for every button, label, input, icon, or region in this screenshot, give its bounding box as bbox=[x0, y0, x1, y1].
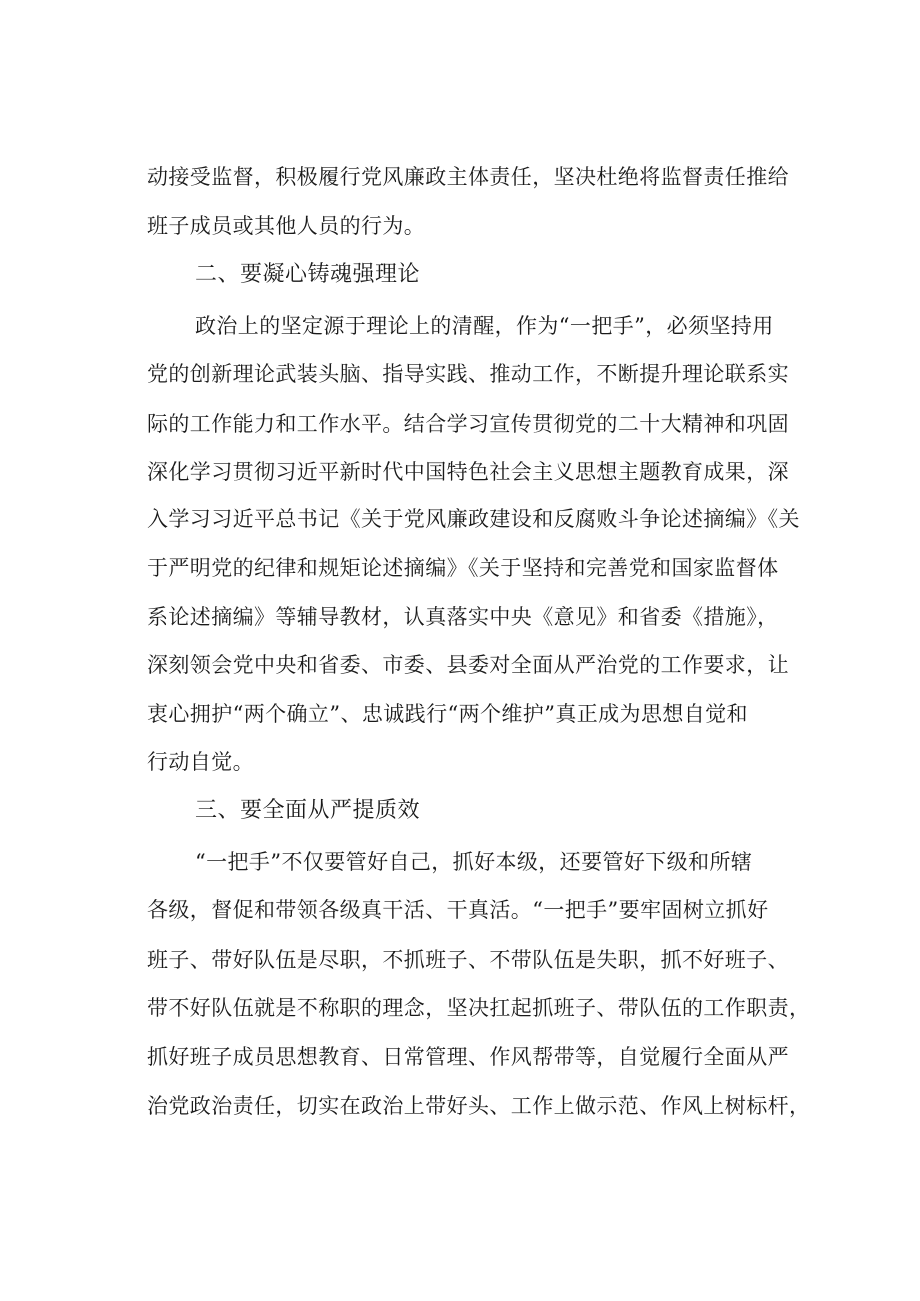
paragraph-line: 抓好班子成员思想教育、日常管理、作风帮带等，自觉履行全面从严 bbox=[147, 1045, 789, 1069]
paragraph-line: 深刻领会党中央和省委、市委、县委对全面从严治党的工作要求，让 bbox=[147, 653, 789, 677]
section-heading-3: 三、要全面从严提质效 bbox=[195, 798, 421, 823]
paragraph-line: 系论述摘编》等辅导教材，认真落实中央《意见》和省委《措施》， bbox=[147, 605, 779, 629]
paragraph-line: 深化学习贯彻习近平新时代中国特色社会主义思想主题教育成果，深 bbox=[147, 460, 789, 484]
paragraph-line: 各级，督促和带领各级真干活、干真活。“一把手”要牢固树立抓好 bbox=[147, 898, 769, 922]
paragraph-line: 行动自觉。 bbox=[147, 750, 254, 774]
paragraph-line: 党的创新理论武装头脑、指导实践、推动工作，不断提升理论联系实 bbox=[147, 362, 789, 386]
paragraph-line: 际的工作能力和工作水平。结合学习宣传贯彻党的二十大精神和巩固 bbox=[147, 412, 789, 436]
paragraph-line: “一把手”不仅要管好自己，抓好本级，还要管好下级和所辖 bbox=[195, 850, 753, 874]
section-heading-2: 二、要凝心铸魂强理论 bbox=[195, 262, 421, 287]
paragraph-line: 于严明党的纪律和规矩论述摘编》《关于坚持和完善党和国家监督体 bbox=[147, 556, 779, 580]
paragraph-line: 政治上的坚定源于理论上的清醒，作为“一把手”，必须坚持用 bbox=[195, 314, 774, 338]
paragraph-line: 入学习习近平总书记《关于党风廉政建设和反腐败斗争论述摘编》《关 bbox=[147, 507, 800, 531]
paragraph-line: 班子、带好队伍是尽职，不抓班子、不带队伍是失职，抓不好班子、 bbox=[147, 948, 789, 972]
paragraph-line: 动接受监督，积极履行党风廉政主体责任，坚决杜绝将监督责任推给 bbox=[147, 165, 789, 189]
paragraph-line: 带不好队伍就是不称职的理念，坚决扛起抓班子、带队伍的工作职责， bbox=[147, 996, 811, 1020]
paragraph-line: 治党政治责任，切实在政治上带好头、工作上做示范、作风上树标杆， bbox=[147, 1094, 811, 1118]
paragraph-line: 衷心拥护“两个确立”、忠诚践行“两个维护”真正成为思想自觉和 bbox=[147, 702, 748, 726]
paragraph-line: 班子成员或其他人员的行为。 bbox=[147, 214, 426, 238]
